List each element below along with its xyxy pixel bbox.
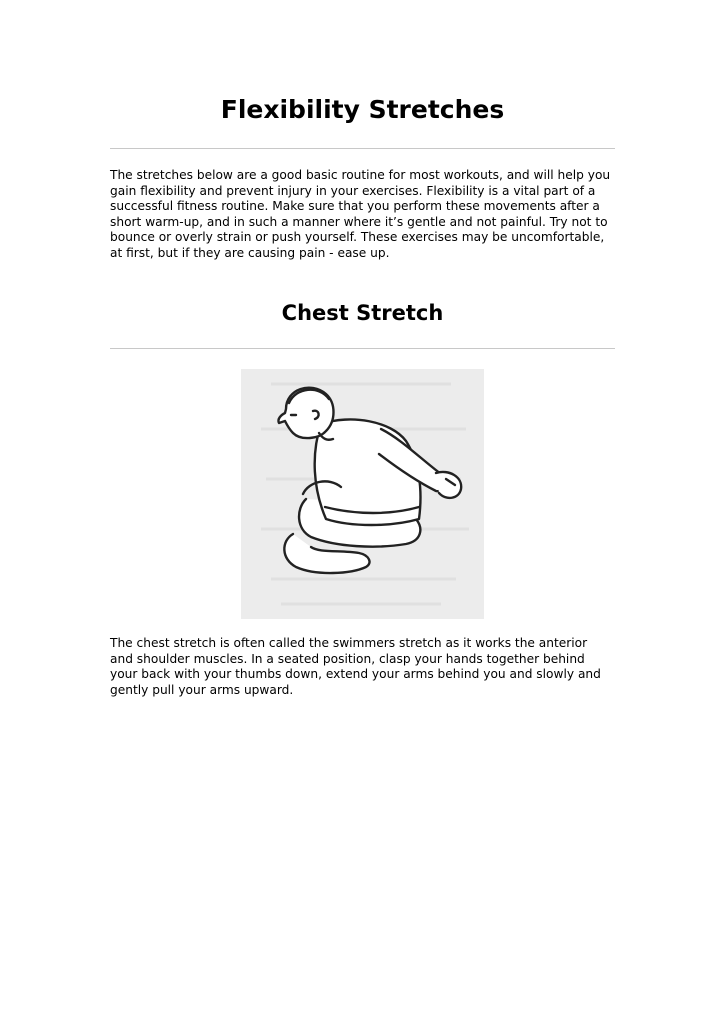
description-line: gently pull your arms upward. bbox=[110, 682, 294, 697]
chest-stretch-figure bbox=[241, 369, 484, 619]
intro-line: The stretches below are a good basic routine for most workouts, and will help you bbox=[110, 168, 611, 182]
intro-line: short warm-up, and in such a manner where it’s gentle and not painful. Try not to bbox=[110, 214, 608, 229]
page-title: Flexibility Stretches bbox=[220, 95, 505, 124]
description-line: The chest stretch is often called the swimmers stretch as it works the anterior bbox=[110, 636, 588, 650]
seated-chest-stretch-illustration bbox=[241, 369, 484, 619]
chest-stretch-description bbox=[110, 636, 625, 698]
intro-paragraph bbox=[110, 168, 625, 262]
description-line: and shoulder muscles. In a seated position, clasp your hands together behind bbox=[110, 651, 585, 666]
section-divider bbox=[110, 348, 615, 349]
intro-line: gain flexibility and prevent injury in your exercises. Flexibility is a vital part of a bbox=[110, 183, 596, 198]
section-heading: Chest Stretch bbox=[281, 301, 444, 325]
intro-line: at first, but if they are causing pain - ease up. bbox=[110, 245, 390, 260]
intro-line: bounce or overly strain or push yourself. These exercises may be uncomfortable, bbox=[110, 230, 605, 245]
description-line: your back with your thumbs down, extend your arms behind you and slowly and bbox=[110, 667, 601, 682]
title-divider bbox=[110, 148, 615, 149]
intro-line: successful fitness routine. Make sure that you perform these movements after a bbox=[110, 199, 600, 214]
